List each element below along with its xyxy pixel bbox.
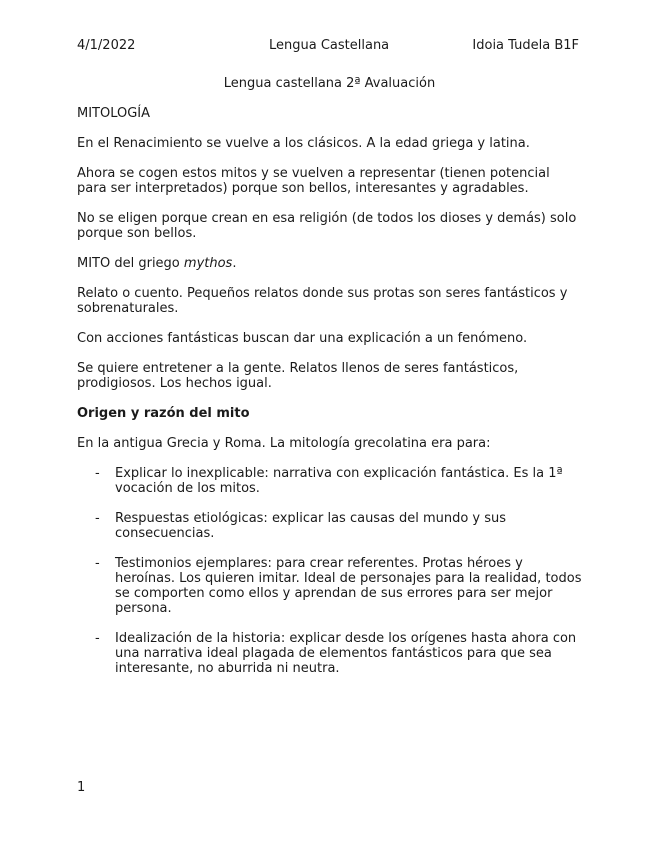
- section-heading: Origen y razón del mito: [77, 406, 250, 421]
- mito-paragraph: [77, 256, 582, 271]
- paragraph: Relato o cuento. Pequeños relatos donde sus protas son seres fantásticos y sobrenaturales.: [77, 286, 568, 316]
- header-date: 4/1/2022: [77, 38, 136, 53]
- paragraph: Con acciones fantásticas buscan dar una explicación a un fenómeno.: [77, 331, 528, 346]
- list-item: [77, 556, 582, 616]
- paragraph: No se eligen porque crean en esa religión (de todos los dioses y demás) solo porque son bellos.: [77, 211, 577, 241]
- paragraph: En el Renacimiento se vuelve a los clásicos. A la edad griega y latina.: [77, 136, 530, 151]
- list-item-text: Explicar lo inexplicable: narrativa con explicación fantástica. Es la 1ª vocación de los mitos.: [115, 466, 563, 496]
- header-subject: Lengua Castellana: [269, 38, 390, 53]
- bullet-marker: -: [95, 466, 100, 481]
- mito-word: mythos: [183, 256, 233, 271]
- list-item: [77, 631, 582, 676]
- document-heading: MITOLOGÍA: [77, 106, 151, 121]
- document-title: Lengua castellana 2ª Avaluación: [223, 76, 436, 91]
- paragraph: Se quiere entretener a la gente. Relatos llenos de seres fantásticos, prodigiosos. Los hechos igual.: [77, 361, 519, 391]
- bullet-marker: -: [95, 631, 100, 646]
- page-number: 1: [77, 780, 86, 795]
- page-header: [77, 38, 579, 54]
- list-item-text: Testimonios ejemplares: para crear referentes. Protas héroes y heroínas. Los quieren imitar. Ideal de personajes para la realidad, todos se comporten como ellos y aprendan de sus errores para ser mejor persona.: [115, 556, 582, 616]
- bullet-marker: -: [95, 556, 100, 571]
- bullet-marker: -: [95, 511, 100, 526]
- list-item-text: Idealización de la historia: explicar desde los orígenes hasta ahora con una narrativa ideal plagada de elementos fantásticos para que sea interesante, no aburrida ni neutra.: [115, 631, 577, 676]
- mito-suffix: .: [232, 256, 237, 271]
- mito-prefix: MITO del griego: [77, 256, 184, 271]
- bullet-list: [77, 466, 582, 676]
- section-intro: En la antigua Grecia y Roma. La mitología grecolatina era para:: [77, 436, 491, 451]
- document-body: [77, 76, 582, 691]
- header-author: Idoia Tudela B1F: [472, 38, 579, 53]
- list-item: [77, 466, 582, 496]
- list-item: [77, 511, 582, 541]
- list-item-text: Respuestas etiológicas: explicar las causas del mundo y sus consecuencias.: [115, 511, 507, 541]
- paragraph: Ahora se cogen estos mitos y se vuelven a representar (tienen potencial para ser interpretados) porque son bellos, interesantes y agradables.: [77, 166, 550, 196]
